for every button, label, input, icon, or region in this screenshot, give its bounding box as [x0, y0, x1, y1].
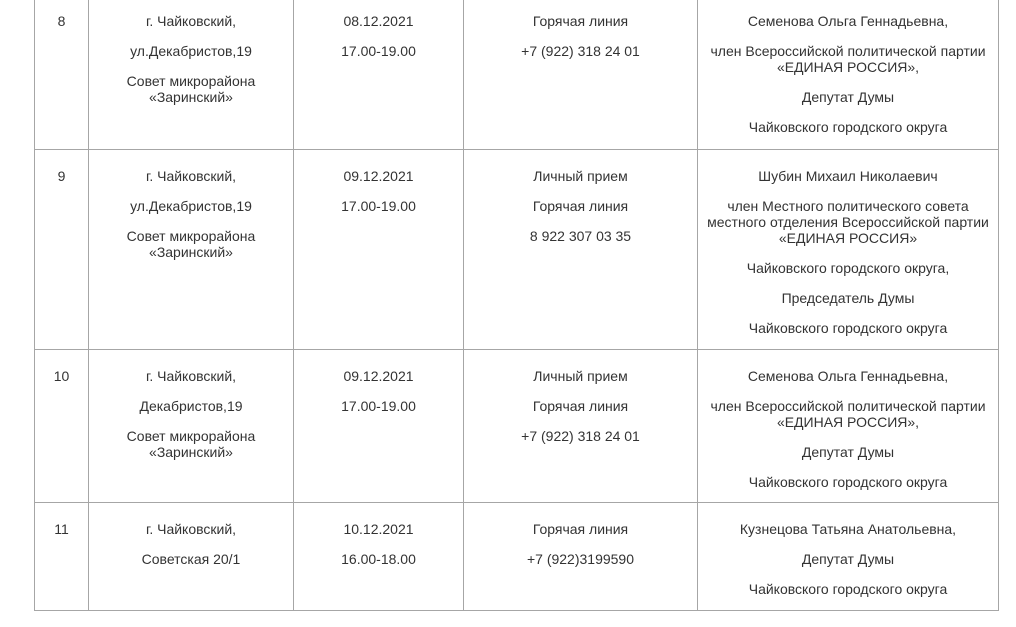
person-name: Шубин Михаил Николаевич [758, 168, 938, 184]
row-number: 10 [53, 368, 70, 384]
format-cell [464, 503, 698, 611]
datetime-cell [294, 503, 464, 611]
person-district: Чайковского городского округа [748, 581, 948, 597]
person-party: член Всероссийской политической партии «ЕДИНАЯ РОССИЯ», [710, 43, 986, 75]
reception-time: 17.00-19.00 [341, 43, 416, 59]
reception-format: Горячая линия [532, 398, 629, 414]
format-cell [464, 350, 698, 503]
reception-schedule-table [34, 0, 999, 611]
reception-time: 17.00-19.00 [341, 198, 416, 214]
address-city: г. Чайковский, [145, 521, 237, 537]
person-cell [698, 150, 999, 350]
reception-date: 10.12.2021 [343, 521, 414, 537]
address-street: Декабристов,19 [139, 398, 243, 414]
reception-format: Горячая линия [532, 13, 629, 29]
address-city: г. Чайковский, [145, 13, 237, 29]
person-position: Депутат Думы [801, 89, 895, 105]
format-cell [464, 0, 698, 150]
person-cell [698, 503, 999, 611]
row-number: 9 [57, 168, 66, 184]
address-venue: Совет микрорайона «Заринский» [126, 228, 256, 260]
reception-format: Личный прием [533, 368, 628, 384]
table-row [35, 0, 999, 150]
row-number: 8 [57, 13, 66, 29]
reception-date: 08.12.2021 [343, 13, 414, 29]
person-district: Чайковского городского округа [748, 474, 948, 490]
format-cell [464, 150, 698, 350]
table-row [35, 150, 999, 350]
row-number: 11 [54, 521, 69, 537]
address-venue: Совет микрорайона «Заринский» [126, 73, 256, 105]
address-city: г. Чайковский, [145, 168, 237, 184]
reception-time: 16.00-18.00 [341, 551, 416, 567]
person-party: член Местного политического совета местного отделения Всероссийской партии «ЕДИНАЯ РОССИЯ» [707, 198, 989, 246]
person-district: Чайковского городского округа [748, 320, 948, 336]
address-cell [89, 0, 294, 150]
person-name: Кузнецова Татьяна Анатольевна, [739, 521, 957, 537]
address-cell [89, 350, 294, 503]
schedule-body [35, 0, 999, 611]
row-number-cell [35, 350, 89, 503]
phone-number: +7 (922) 318 24 01 [521, 428, 640, 444]
reception-format: Горячая линия [532, 521, 629, 537]
person-district: Чайковского городского округа, [746, 260, 950, 276]
row-number-cell [35, 150, 89, 350]
address-street: ул.Декабристов,19 [130, 43, 252, 59]
datetime-cell [294, 150, 464, 350]
person-name: Семенова Ольга Геннадьевна, [747, 13, 949, 29]
address-cell [89, 503, 294, 611]
person-name: Семенова Ольга Геннадьевна, [747, 368, 949, 384]
reception-time: 17.00-19.00 [341, 398, 416, 414]
row-number-cell [35, 0, 89, 150]
table-row [35, 503, 999, 611]
reception-format: Горячая линия [532, 198, 629, 214]
address-city: г. Чайковский, [145, 368, 237, 384]
person-party: член Всероссийской политической партии «ЕДИНАЯ РОССИЯ», [710, 398, 986, 430]
datetime-cell [294, 350, 464, 503]
address-cell [89, 150, 294, 350]
phone-number: +7 (922) 318 24 01 [521, 43, 640, 59]
table-row [35, 350, 999, 503]
reception-date: 09.12.2021 [343, 368, 414, 384]
person-position: Председатель Думы [781, 290, 915, 306]
person-position: Депутат Думы [801, 551, 895, 567]
address-venue: Совет микрорайона «Заринский» [126, 428, 256, 460]
reception-date: 09.12.2021 [343, 168, 414, 184]
person-district: Чайковского городского округа [748, 119, 948, 135]
phone-number: 8 922 307 03 35 [529, 228, 632, 244]
person-cell [698, 0, 999, 150]
address-street: ул.Декабристов,19 [130, 198, 252, 214]
person-cell [698, 350, 999, 503]
address-street: Советская 20/1 [141, 551, 241, 567]
phone-number: +7 (922)3199590 [526, 551, 635, 567]
reception-format: Личный прием [533, 168, 628, 184]
datetime-cell [294, 0, 464, 150]
row-number-cell [35, 503, 89, 611]
person-position: Депутат Думы [801, 444, 895, 460]
